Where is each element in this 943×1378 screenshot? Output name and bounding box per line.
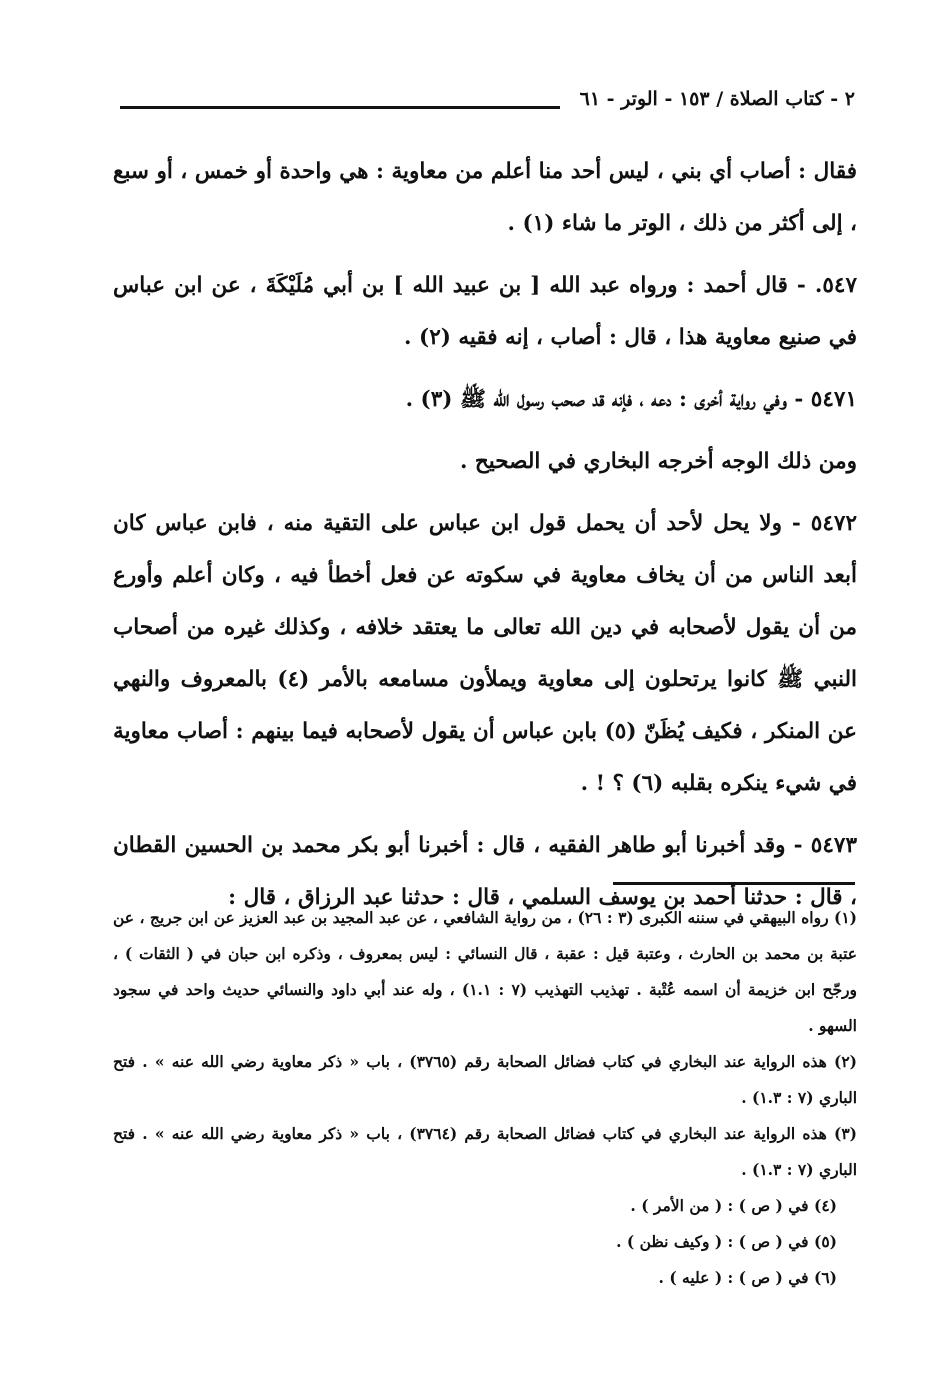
footnote-1: (١) رواه البيهقي في سننه الكبرى (٣ : ٢٦) ، من رواية الشافعي ، عن عبد المجيد بن عبد العزيز عن ابن جريج ، عن عتبة بن محمد بن الحارث ، وعتبة قيل : عقبة ، قال النسائي : ليس بمعروف ، وذكره ابن حبان في ( الثقات ) ، ورجّح ابن خزيمة أن اسمه عُتْبة . تهذيب التهذيب (٧ : ١.١) ، وله عند أبي داود والنسائي حديث واحد في سجود السهو . xyxy=(113,908,858,1035)
footnote-5: (٥) في ( ص ) : ( وكيف نظن ) . xyxy=(616,1232,837,1251)
paragraph-5470: ٥٤٧. - قال أحمد : ورواه عبد الله [ بن عبيد الله ] بن أبي مُلَيْكَةَ ، عن ابن عباس في صنيع معاوية هذا ، قال : أصاب ، إنه فقيه (٢) . xyxy=(113,273,857,350)
paragraph-5471: ٥٤٧١ - وفي رواية أخرى : دعه ، فإنه قد صحب رسول الله ﷺ (٣) . xyxy=(405,387,857,412)
main-text xyxy=(113,146,857,924)
footnote-2: (٢) هذه الرواية عند البخاري في كتاب فضائل الصحابة رقم (٣٧٦٥) ، باب « ذكر معاوية رضي الله عنه » . فتح الباري (٧ : ١.٣) . xyxy=(113,1052,858,1107)
paragraph-5472: ٥٤٧٢ - ولا يحل لأحد أن يحمل قول ابن عباس على التقية منه ، فابن عباس كان أبعد الناس من أن يخاف معاوية في سكوته عن فعل أخطأ فيه ، وكان أعلم وأورع من أن يقول لأصحابه في دين الله تعالى ما يعتقد خلافه ، وكذلك غيره من أصحاب النبي ﷺ كانوا يرتحلون إلى معاوية ويملأون مسامعه بالأمر (٤) بالمعروف والنهي عن المنكر ، فكيف يُظَنّ (٥) بابن عباس أن يقول لأصحابه فيما بينهم : أصاب معاوية في شيء ينكره بقلبه (٦) ؟ ! . xyxy=(113,511,858,796)
footnotes xyxy=(113,900,857,1296)
header-rule xyxy=(120,106,560,109)
running-header xyxy=(120,84,855,116)
paragraph-continuation: فقال : أصاب أي بني ، ليس أحد منا أعلم من معاوية : هي واحدة أو خمس ، أو سبع ، إلى أكثر من ذلك ، الوتر ما شاء (١) . xyxy=(113,159,857,236)
paragraph-bukhari-note: ومن ذلك الوجه أخرجه البخاري في الصحيح . xyxy=(459,449,857,474)
footnote-3: (٣) هذه الرواية عند البخاري في كتاب فضائل الصحابة رقم (٣٧٦٤) ، باب « ذكر معاوية رضي الله عنه » . فتح الباري (٧ : ١.٣) . xyxy=(113,1124,858,1179)
running-title: ٢ - كتاب الصلاة / ١٥٣ - الوتر - ٦١ xyxy=(579,88,855,110)
footnote-separator xyxy=(613,882,855,885)
footnote-6: (٦) في ( ص ) : ( عليه ) . xyxy=(658,1268,837,1287)
paragraph-5473: ٥٤٧٣ - وقد أخبرنا أبو طاهر الفقيه ، قال : أخبرنا أبو بكر محمد بن الحسين القطان ، قال : حدثنا أحمد بن يوسف السلمي ، قال : حدثنا عبد الرزاق ، قال : xyxy=(113,833,857,910)
footnote-4: (٤) في ( ص ) : ( من الأمر ) . xyxy=(630,1196,837,1215)
